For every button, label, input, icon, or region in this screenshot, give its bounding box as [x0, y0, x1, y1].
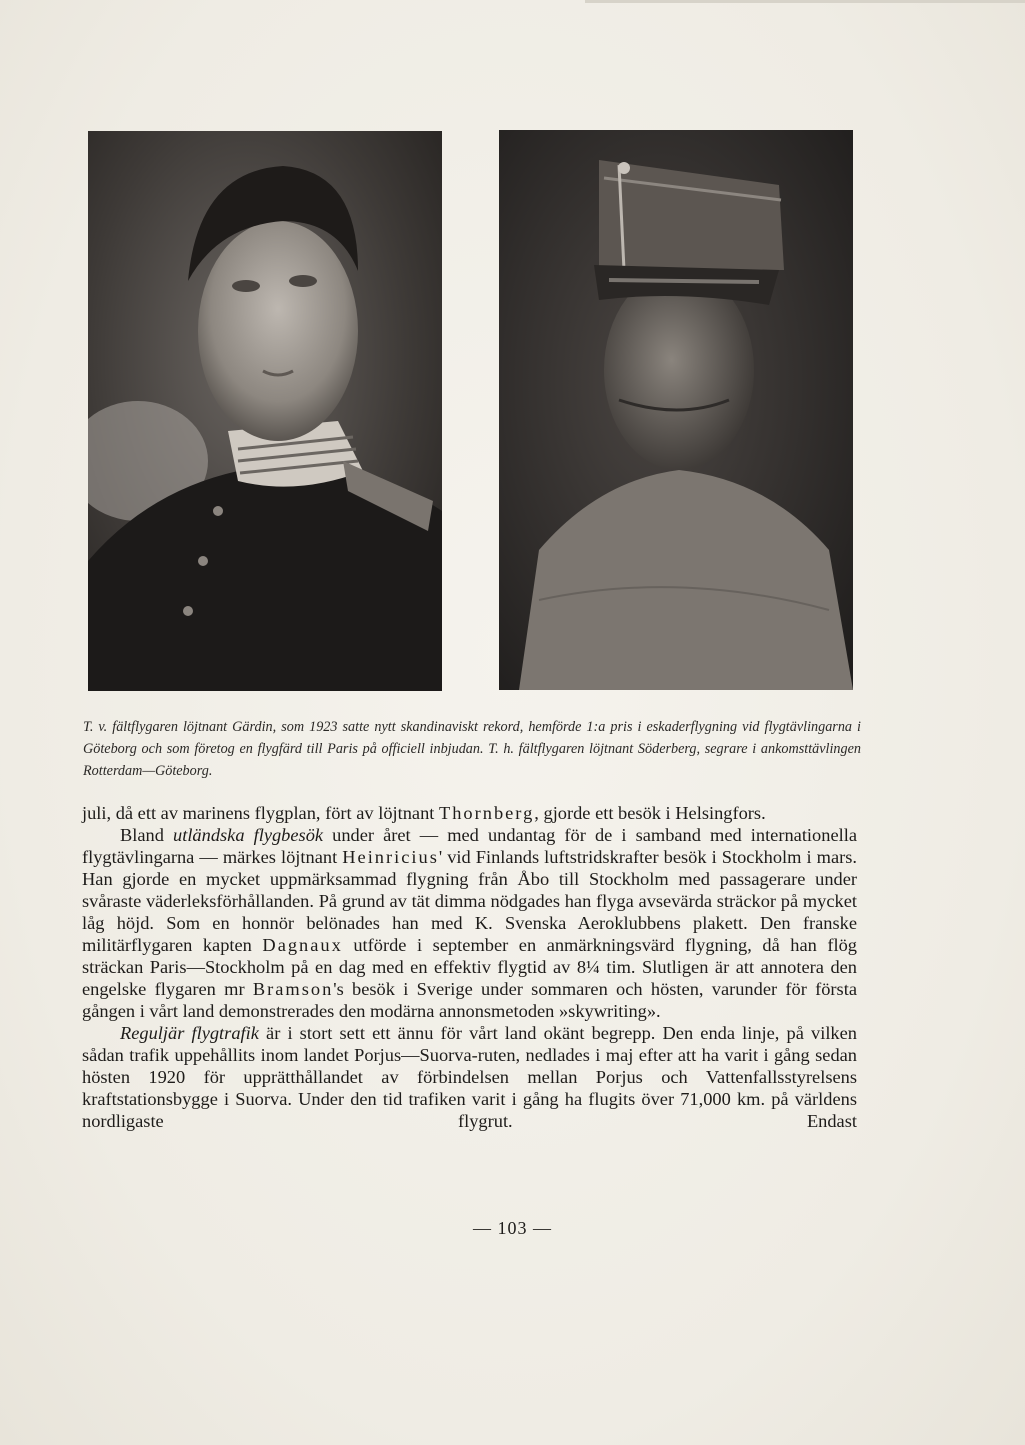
person-name: Bramson [252, 979, 334, 999]
photo-caption: T. v. fältflygaren löjtnant Gärdin, som 1923 satte nytt skandinaviskt rekord, hemförde 1:a pris i eskaderflygning vid flygtävlingarna i Göteborg och som företog en flygfärd till Paris på officiell inbjudan. T. h. fältflygaren löjtnant Söderberg, segrare i ankomsttävlingen Rotterdam—Göteborg. [83, 719, 861, 779]
text-segment: är i stort sett ett ännu för vårt land okänt begrepp. Den enda linje, på vilken sådan trafik uppehållits inom landet Porjus—Suorva-ruten, nedlades i maj efter att ha varit i gång sedan hösten 1920 för upprätthållandet av förbindelsen mellan Porjus och Vattenfallsstyrelsens kraftstationsbygge i Suorva. Under den tid trafiken varit i gång ha flugits över 71,000 km. på världens nordligaste flygrut. Endast [82, 1023, 857, 1131]
text-segment: Bland [120, 825, 174, 845]
paragraph-1 [82, 802, 857, 824]
person-name: Dagnaux [262, 935, 343, 955]
body-text [82, 802, 857, 1132]
emphasis-term: utländska flygbesök [173, 825, 324, 845]
text-segment: , gjorde ett besök i Helsingfors. [534, 803, 766, 823]
portrait-image-left [88, 131, 442, 691]
portrait-photo-gardin [88, 131, 442, 691]
portrait-image-right [499, 130, 853, 690]
text-segment: 's besök i Sverige under sommaren och hösten, varunder för första gången i vårt land demonstrerades den modärna annonsmetoden »skywriting». [82, 979, 857, 1021]
page-number: — 103 — [473, 1218, 552, 1238]
person-name: Heinricius [342, 847, 439, 867]
text-segment: utförde i september en anmärkningsvärd flygning, då han flög sträckan Paris—Stockholm på en dag med en effektiv flygtid av 8¼ tim. Slutligen är att annotera den engelske flygaren mr [82, 935, 858, 999]
portrait-photo-soderberg [499, 130, 853, 690]
person-name: Thornberg [439, 803, 535, 823]
text-segment: under året — med undantag för de i samband med internationella flygtävlingarna — märkes löjtnant [82, 825, 857, 867]
text-segment: ' vid Finlands luftstridskrafter besök i Stockholm i mars. Han gjorde en mycket uppmärksammad flygning från Åbo till Stockholm med passagerare under svåraste väderleksförhållanden. På grund av tät dimma nödgades han flyga avsevärda sträckor på mycket låg höjd. Som en honnör belönades han med K. Svenska Aeroklubbens plakett. Den franske militärflygaren kapten [82, 847, 858, 955]
text-segment: juli, då ett av marinens flygplan, fört av löjtnant [82, 803, 439, 823]
page-edge-shadow [585, 0, 1025, 3]
emphasis-term: Reguljär flygtrafik [120, 1023, 259, 1043]
paragraph-2 [82, 824, 857, 1022]
paragraph-3 [82, 1022, 857, 1132]
